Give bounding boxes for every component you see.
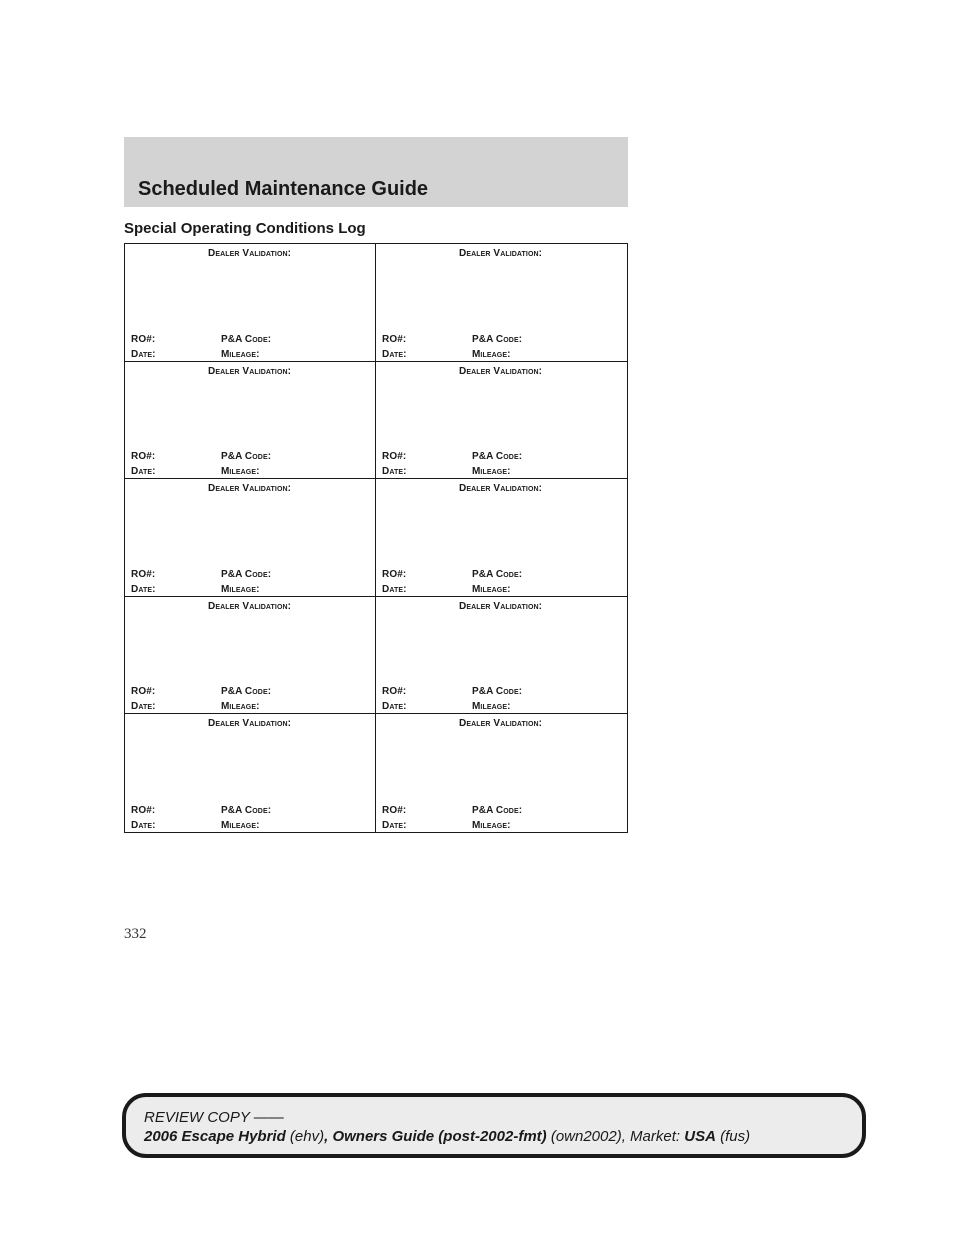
guide-name: Owners Guide (post-2002-fmt) xyxy=(332,1128,547,1145)
log-entry-cell xyxy=(125,244,376,362)
date-label: Date: xyxy=(382,466,407,478)
date-label: Date: xyxy=(131,466,156,478)
pa-code-label: P&A Code: xyxy=(221,686,272,698)
date-label: Date: xyxy=(131,583,156,595)
ro-number-label: RO#: xyxy=(131,686,156,698)
ro-number-label: RO#: xyxy=(382,804,407,816)
mileage-label: Mileage: xyxy=(472,583,511,595)
mileage-label: Mileage: xyxy=(472,466,511,478)
pa-code-label: P&A Code: xyxy=(472,804,523,816)
log-entry-cell xyxy=(376,714,627,832)
log-table xyxy=(124,243,628,833)
date-label: Date: xyxy=(382,348,407,360)
dealer-validation-label: Dealer Validation: xyxy=(459,248,543,259)
pa-code-label: P&A Code: xyxy=(472,568,523,580)
date-label: Date: xyxy=(131,348,156,360)
review-copy-details xyxy=(144,1128,750,1145)
pa-code-label: P&A Code: xyxy=(472,686,523,698)
date-label: Date: xyxy=(131,819,156,831)
pa-code-label: P&A Code: xyxy=(221,333,272,345)
market-name: USA xyxy=(684,1128,716,1145)
date-label: Date: xyxy=(382,819,407,831)
dealer-validation-label: Dealer Validation: xyxy=(208,718,292,730)
date-label: Date: xyxy=(131,701,156,713)
section-title: Scheduled Maintenance Guide xyxy=(138,178,429,200)
mileage-label: Mileage: xyxy=(221,348,260,360)
page-number: 332 xyxy=(124,926,147,942)
ro-number-label: RO#: xyxy=(382,451,407,463)
pa-code-label: P&A Code: xyxy=(472,333,523,345)
log-entry-cell xyxy=(125,479,376,597)
market-label: , Market: xyxy=(621,1128,681,1145)
ro-number-label: RO#: xyxy=(131,451,156,463)
dealer-validation-label: Dealer Validation: xyxy=(208,365,292,377)
mileage-label: Mileage: xyxy=(472,701,511,713)
review-copy-box xyxy=(122,1093,866,1158)
pa-code-label: P&A Code: xyxy=(221,451,272,463)
log-title: Special Operating Conditions Log xyxy=(124,220,366,237)
mileage-label: Mileage: xyxy=(472,819,511,831)
log-entry-cell xyxy=(125,714,376,832)
mileage-label: Mileage: xyxy=(221,701,260,713)
mileage-label: Mileage: xyxy=(221,819,260,831)
dealer-validation-label: Dealer Validation: xyxy=(208,600,292,612)
separator: , xyxy=(324,1128,329,1145)
ro-number-label: RO#: xyxy=(382,333,407,345)
ro-number-label: RO#: xyxy=(131,804,156,816)
log-entry-cell xyxy=(125,597,376,715)
dealer-validation-label: Dealer Validation: xyxy=(208,483,292,495)
dealer-validation-label: Dealer Validation: xyxy=(459,483,543,495)
pa-code-label: P&A Code: xyxy=(221,568,272,580)
date-label: Date: xyxy=(382,701,407,713)
dealer-validation-label: Dealer Validation: xyxy=(459,365,543,377)
dealer-validation-label: Dealer Validation: xyxy=(459,718,543,730)
ro-number-label: RO#: xyxy=(382,686,407,698)
review-copy-label: REVIEW COPY —— xyxy=(144,1109,284,1126)
ro-number-label: RO#: xyxy=(131,333,156,345)
ro-number-label: RO#: xyxy=(382,568,407,580)
dealer-validation-label: Dealer Validation: xyxy=(208,248,292,259)
guide-code: (own2002) xyxy=(550,1128,622,1145)
log-entry-cell xyxy=(376,362,627,480)
pa-code-label: P&A Code: xyxy=(472,451,523,463)
date-label: Date: xyxy=(382,583,407,595)
dealer-validation-label: Dealer Validation: xyxy=(459,600,543,612)
log-entry-cell xyxy=(376,479,627,597)
log-entry-cell xyxy=(376,597,627,715)
mileage-label: Mileage: xyxy=(472,348,511,360)
pa-code-label: P&A Code: xyxy=(221,804,272,816)
log-entry-cell xyxy=(125,362,376,480)
section-header-band xyxy=(124,137,628,207)
vehicle-name: 2006 Escape Hybrid xyxy=(144,1128,286,1145)
vehicle-code: (ehv) xyxy=(289,1128,325,1145)
market-code: (fus) xyxy=(720,1128,751,1145)
log-entry-cell xyxy=(376,244,627,362)
mileage-label: Mileage: xyxy=(221,466,260,478)
ro-number-label: RO#: xyxy=(131,568,156,580)
mileage-label: Mileage: xyxy=(221,583,260,595)
